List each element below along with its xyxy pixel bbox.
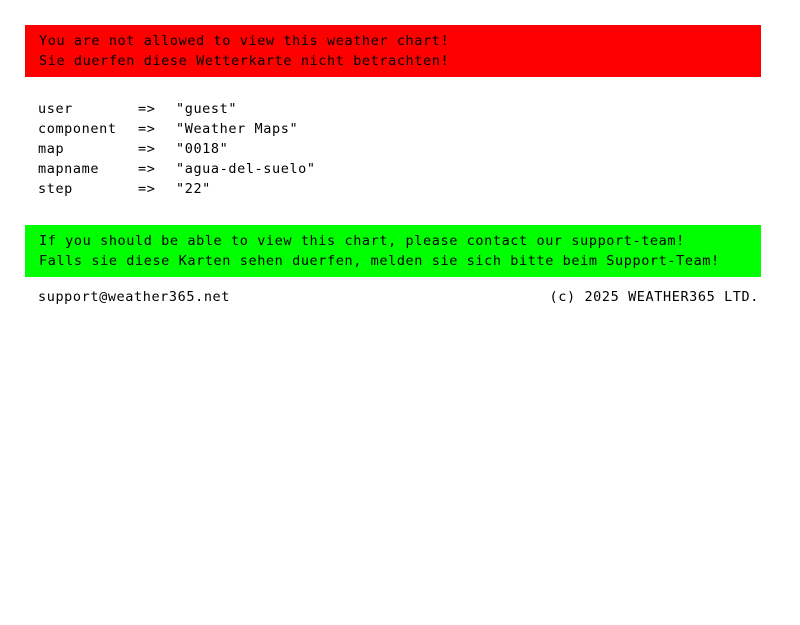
param-arrow: => bbox=[138, 161, 156, 177]
param-key: component bbox=[38, 121, 117, 137]
param-key: map bbox=[38, 141, 65, 157]
param-value: "22" bbox=[176, 181, 211, 197]
param-arrow: => bbox=[138, 141, 156, 157]
param-key: user bbox=[38, 101, 73, 117]
error-banner-line-en: You are not allowed to view this weather chart! bbox=[39, 33, 450, 49]
param-key: step bbox=[38, 181, 73, 197]
param-value: "Weather Maps" bbox=[176, 121, 299, 137]
param-arrow: => bbox=[138, 121, 156, 137]
param-key: mapname bbox=[38, 161, 100, 177]
table-row bbox=[38, 99, 800, 119]
table-row bbox=[38, 139, 800, 159]
spacer bbox=[0, 199, 800, 225]
param-value: "guest" bbox=[176, 101, 238, 117]
info-banner-line-en: If you should be able to view this chart, please contact our support-team! bbox=[39, 233, 685, 249]
info-banner bbox=[25, 225, 761, 277]
param-value: "agua-del-suelo" bbox=[176, 161, 316, 177]
table-row bbox=[38, 159, 800, 179]
info-banner-line-de: Falls sie diese Karten sehen duerfen, melden sie sich bitte beim Support-Team! bbox=[39, 253, 720, 269]
error-banner-line-de: Sie duerfen diese Wetterkarte nicht betrachten! bbox=[39, 53, 450, 69]
copyright-text: (c) 2025 WEATHER365 LTD. bbox=[549, 289, 759, 305]
param-arrow: => bbox=[138, 101, 156, 117]
param-arrow: => bbox=[138, 181, 156, 197]
footer bbox=[25, 287, 761, 307]
error-banner bbox=[25, 25, 761, 77]
param-value: "0018" bbox=[176, 141, 229, 157]
table-row bbox=[38, 179, 800, 199]
table-row bbox=[38, 119, 800, 139]
support-email-link[interactable]: support@weather365.net bbox=[38, 289, 231, 305]
parameter-list bbox=[38, 99, 800, 199]
page-container bbox=[0, 25, 800, 307]
